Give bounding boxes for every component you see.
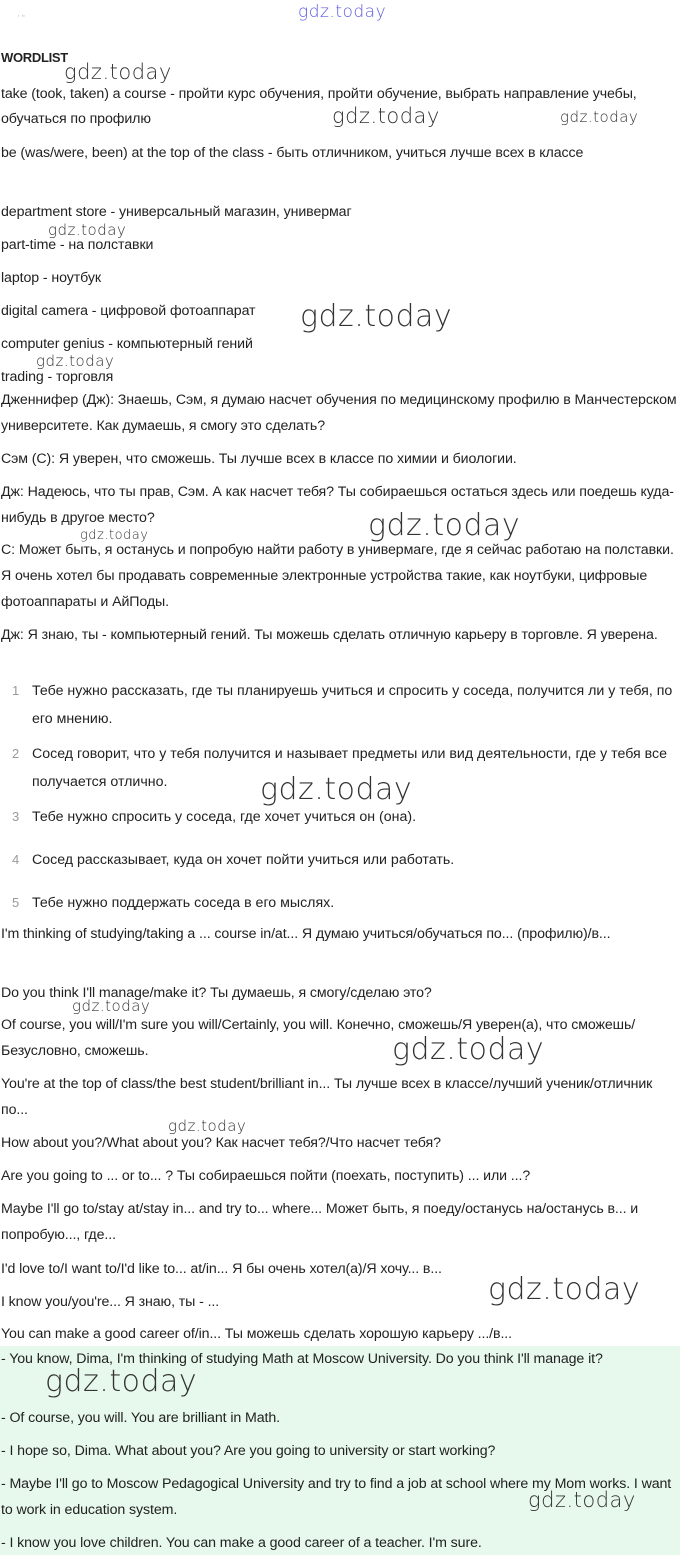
phrase-line: Maybe I'll go to/stay at/stay in... and try to... where... Может быть, я поеду/останусь на/останусь в... и попробую..., где... bbox=[1, 1201, 639, 1243]
phrase-line: Are you going to ... or to... ? Ты собираешься пойти (поехать, поступить) ... или ...? bbox=[1, 1168, 531, 1184]
watermark: gdz.today bbox=[36, 352, 115, 370]
step-text: Сосед говорит, что у тебя получится и называет предметы или вид деятельности, где у тебя все получается отлично. bbox=[32, 746, 667, 790]
watermark: gdz.today bbox=[80, 528, 149, 543]
dialogue-line: Сэм (С): Я уверен, что сможешь. Ты лучше всех в классе по химии и биологии. bbox=[1, 451, 517, 467]
wordlist-entry: part-time - на полставки bbox=[1, 237, 154, 253]
step-number: 4 bbox=[12, 852, 20, 867]
wordlist-heading: WORDLIST bbox=[1, 50, 68, 65]
wordlist-entry: laptop - ноутбук bbox=[1, 270, 101, 286]
phrase-line: You're at the top of class/the best student/brilliant in... Ты лучше всех в классе/лучший ученик/отличник по... bbox=[1, 1076, 653, 1118]
phrase-line: Do you think I'll manage/make it? Ты думаешь, я смогу/сделаю это? bbox=[1, 985, 432, 1001]
step-text: Тебе нужно поддержать соседа в его мыслях. bbox=[32, 895, 335, 911]
step-text: Тебе нужно спросить у соседа, где хочет учиться он (она). bbox=[32, 809, 417, 825]
watermark: gdz.today bbox=[45, 1364, 198, 1399]
watermark: gdz.today bbox=[368, 508, 521, 543]
answer-line: - Of course, you will. You are brilliant in Math. bbox=[1, 1410, 280, 1426]
step-text: Сосед рассказывает, куда он хочет пойти учиться или работать. bbox=[32, 852, 455, 868]
step-text: Тебе нужно рассказать, где ты планируешь учиться и спросить у соседа, получится ли у тебя, по его мнению. bbox=[32, 683, 673, 727]
dialogue-line: Дж: Я знаю, ты - компьютерный гений. Ты можешь сделать отличную карьеру в торговле. Я уверена. bbox=[1, 627, 658, 643]
answer-line: - I hope so, Dima. What about you? Are you going to university or start working? bbox=[1, 1443, 496, 1459]
watermark: gdz.today bbox=[560, 108, 639, 126]
phrase-line: I'm thinking of studying/taking a ... course in/at... Я думаю учиться/обучаться по... (профилю)/в... bbox=[1, 926, 611, 942]
wordlist-entry: be (was/were, been) at the top of the class - быть отличником, учиться лучше всех в классе bbox=[1, 145, 584, 161]
watermark: gdz.today bbox=[332, 104, 440, 128]
watermark: gdz.today bbox=[48, 221, 127, 239]
watermark: gdz.today bbox=[72, 997, 151, 1015]
phrase-line: How about you?/What about you? Как насчет тебя?/Что насчет тебя? bbox=[1, 1135, 441, 1151]
step-number: 1 bbox=[12, 683, 20, 698]
wordlist-entry: trading - торговля bbox=[1, 369, 114, 385]
answer-line: - Maybe I'll go to Moscow Pedagogical University and try to find a job at school where my Mom works. I want to work in education system. bbox=[1, 1476, 672, 1518]
watermark: gdz.today bbox=[298, 2, 387, 22]
phrase-line: I'd love to/I want to/I'd like to... at/in... Я бы очень хотел(а)/Я хочу... в... bbox=[1, 1261, 442, 1277]
wordlist-entry: department store - универсальный магазин, универмаг bbox=[1, 204, 352, 220]
answer-line: - You know, Dima, I'm thinking of studying Math at Moscow University. Do you think I'll manage it? bbox=[1, 1351, 603, 1367]
phrase-line: I know you/you're... Я знаю, ты - ... bbox=[1, 1294, 220, 1310]
step-number: 2 bbox=[12, 746, 20, 761]
dialogue-line: С: Может быть, я останусь и попробую найти работу в универмаге, где я сейчас работаю на полставки. Я очень хотел бы продавать современные электронные устройства такие, как ноутбуки, цифровые фотоаппараты и АйПоды. bbox=[1, 542, 674, 610]
watermark: gdz.today bbox=[168, 1117, 247, 1135]
wordlist-entry: take (took, taken) a course - пройти курс обучения, пройти обучение, выбрать направление учебы, обучаться по профилю bbox=[1, 86, 637, 127]
wordlist-entry: computer genius - компьютерный гений bbox=[1, 336, 253, 352]
top-marks: ' '' bbox=[18, 14, 25, 23]
answer-line: - I know you love children. You can make a good career of a teacher. I'm sure. bbox=[1, 1535, 482, 1551]
watermark: gdz.today bbox=[300, 299, 453, 334]
phrase-line: Of course, you will/I'm sure you will/Certainly, you will. Конечно, сможешь/Я уверен(а), что сможешь/Безусловно, сможешь. bbox=[1, 1017, 636, 1059]
dialogue-line: Дженнифер (Дж): Знаешь, Сэм, я думаю насчет обучения по медицинскому профилю в Манчестерском университете. Как думаешь, я смогу это сделать? bbox=[1, 392, 677, 434]
watermark: gdz.today bbox=[64, 60, 172, 84]
watermark: gdz.today bbox=[488, 1272, 641, 1307]
wordlist-entry: digital camera - цифровой фотоаппарат bbox=[1, 303, 256, 319]
step-number: 5 bbox=[12, 895, 20, 910]
phrase-line: You can make a good career of/in... Ты можешь сделать хорошую карьеру .../в... bbox=[1, 1326, 512, 1342]
watermark: gdz.today bbox=[392, 1032, 545, 1067]
dialogue-line: Дж: Надеюсь, что ты прав, Сэм. А как насчет тебя? Ты собираешься остаться здесь или поедешь куда-нибудь в другое место? bbox=[1, 484, 674, 526]
step-number: 3 bbox=[12, 809, 20, 824]
watermark: gdz.today bbox=[260, 772, 413, 807]
watermark: gdz.today bbox=[528, 1488, 636, 1512]
